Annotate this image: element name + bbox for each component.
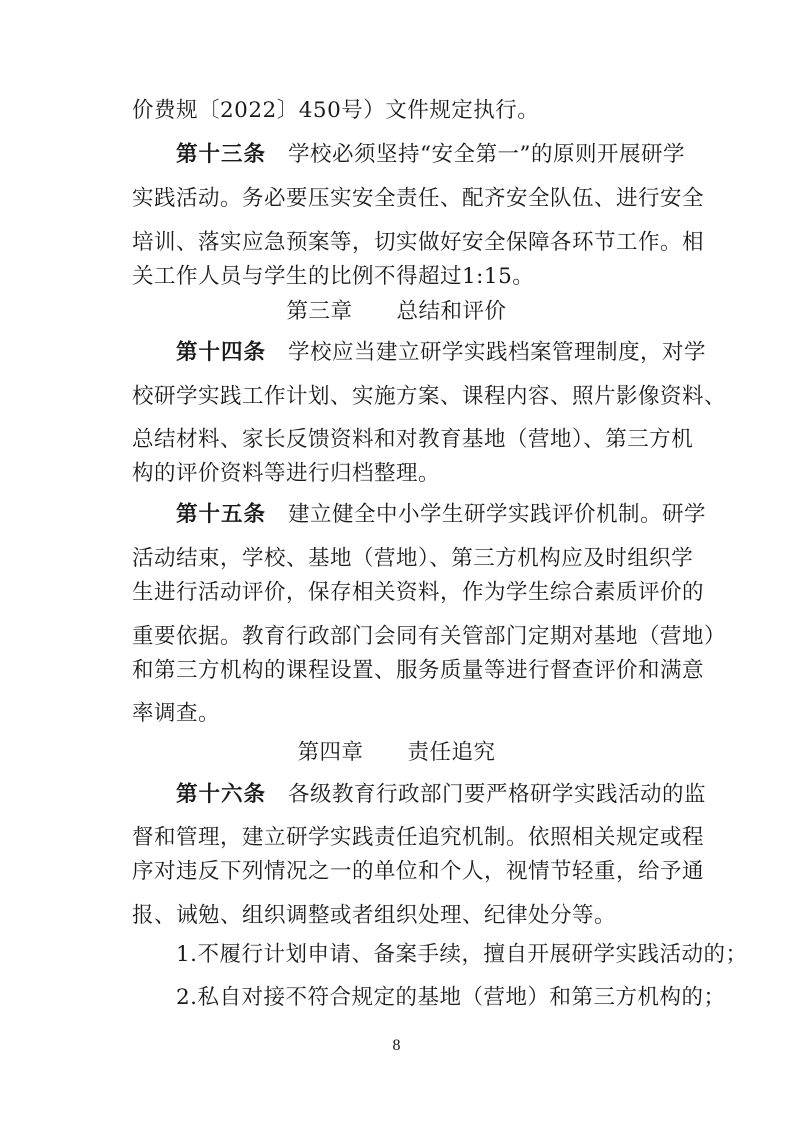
paragraph-line: 培训、落实应急预案等，切实做好安全保障各环节工作。相 xyxy=(132,230,705,255)
paragraph-line: 重要依据。教育行政部门会同有关管部门定期对基地（营地） xyxy=(132,624,727,649)
article-16-text: 各级教育行政部门要严格研学实践活动的监 xyxy=(288,782,707,807)
list-item-1: 1.不履行计划申请、备案手续，擅自开展研学实践活动的； xyxy=(176,942,748,967)
paragraph-line: 报、诫勉、组织调整或者组织处理、纪律处分等。 xyxy=(132,903,617,928)
article-16-first-line xyxy=(176,780,707,810)
paragraph-line: 生进行活动评价，保存相关资料，作为学生综合素质评价的 xyxy=(132,580,705,605)
paragraph-line: 总结材料、家长反馈资料和对教育基地（营地）、第三方机 xyxy=(132,427,694,452)
paragraph-line: 活动结束，学校、基地（营地）、第三方机构应及时组织学 xyxy=(132,546,694,571)
article-13-text: 学校必须坚持“安全第一”的原则开展研学 xyxy=(288,142,686,167)
article-14-first-line xyxy=(176,338,707,368)
paragraph-line: 关工作人员与学生的比例不得超过1:15。 xyxy=(132,264,535,289)
article-16-label: 第十六条 xyxy=(176,782,267,807)
paragraph-line: 价费规〔2022〕450号）文件规定执行。 xyxy=(132,98,540,123)
list-item-2: 2.私自对接不符合规定的基地（营地）和第三方机构的； xyxy=(176,985,726,1010)
paragraph-line: 率调查。 xyxy=(132,701,221,726)
paragraph-line: 校研学实践工作计划、实施方案、课程内容、照片影像资料、 xyxy=(132,384,727,409)
article-14-label: 第十四条 xyxy=(176,340,267,365)
paragraph-line: 构的评价资料等进行归档整理。 xyxy=(132,461,441,486)
article-15-label: 第十五条 xyxy=(176,502,267,527)
paragraph-line: 序对违反下列情况之一的单位和个人，视情节轻重，给予通 xyxy=(132,859,705,884)
paragraph-line: 督和管理，建立研学实践责任追究机制。依照相关规定或程 xyxy=(132,825,705,850)
chapter-3-heading: 第三章 总结和评价 xyxy=(286,299,507,324)
page-number: 8 xyxy=(392,1037,401,1054)
chapter-4-heading: 第四章 责任追究 xyxy=(297,740,496,765)
article-13-label: 第十三条 xyxy=(176,142,267,167)
article-13-first-line xyxy=(176,140,686,170)
article-15-text: 建立健全中小学生研学实践评价机制。研学 xyxy=(288,502,707,527)
paragraph-line: 实践活动。务必要压实安全责任、配齐安全队伍、进行安全 xyxy=(132,186,705,211)
article-15-first-line xyxy=(176,500,707,530)
paragraph-line: 和第三方机构的课程设置、服务质量等进行督查评价和满意 xyxy=(132,658,705,683)
article-14-text: 学校应当建立研学实践档案管理制度，对学 xyxy=(288,340,707,365)
